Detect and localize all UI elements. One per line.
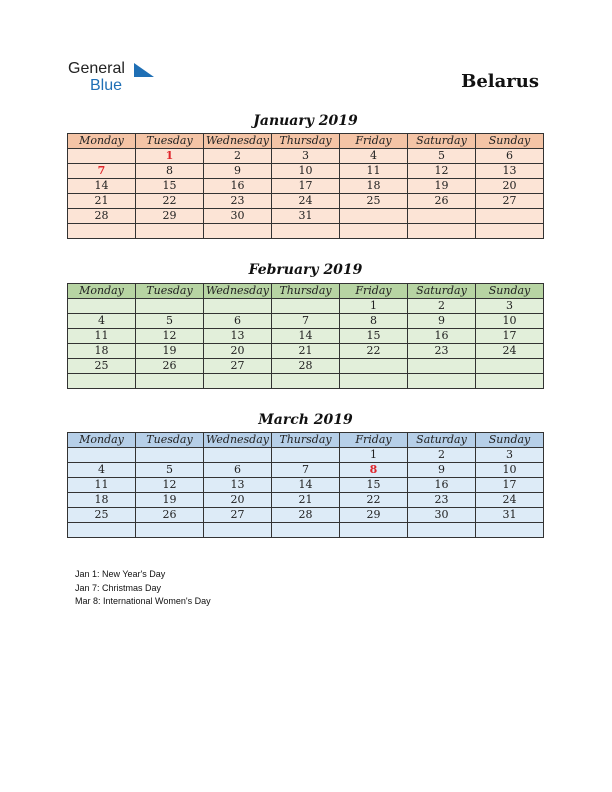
weekday-header: Tuesday xyxy=(136,134,204,149)
holiday-day-cell: 8 xyxy=(340,463,408,478)
week-row xyxy=(68,224,544,239)
day-cell: 9 xyxy=(204,164,272,179)
brand-logo xyxy=(68,60,168,96)
week-row xyxy=(68,194,544,209)
day-cell xyxy=(136,523,204,538)
day-cell: 21 xyxy=(272,344,340,359)
day-cell xyxy=(272,374,340,389)
day-cell xyxy=(68,149,136,164)
day-cell xyxy=(340,224,408,239)
day-cell: 29 xyxy=(340,508,408,523)
week-row xyxy=(68,179,544,194)
day-cell: 16 xyxy=(408,478,476,493)
weekday-header: Thursday xyxy=(272,284,340,299)
day-cell: 17 xyxy=(476,329,544,344)
holiday-note: Mar 8: International Women's Day xyxy=(75,596,211,606)
day-cell: 9 xyxy=(408,314,476,329)
logo-triangle-icon xyxy=(134,63,154,77)
holiday-notes xyxy=(75,568,211,609)
day-cell: 18 xyxy=(68,344,136,359)
day-cell: 2 xyxy=(408,299,476,314)
holiday-note: Jan 7: Christmas Day xyxy=(75,582,162,593)
day-cell: 10 xyxy=(272,164,340,179)
day-cell: 2 xyxy=(408,448,476,463)
day-cell: 10 xyxy=(476,314,544,329)
week-row xyxy=(68,209,544,224)
day-cell: 3 xyxy=(476,448,544,463)
weekday-header: Monday xyxy=(68,284,136,299)
month-title-january: January 2019 xyxy=(253,113,358,129)
day-cell xyxy=(340,359,408,374)
day-cell: 24 xyxy=(476,344,544,359)
day-cell: 2 xyxy=(204,149,272,164)
day-cell: 11 xyxy=(68,329,136,344)
day-cell: 31 xyxy=(272,209,340,224)
weekday-header: Thursday xyxy=(272,433,340,448)
day-cell xyxy=(204,448,272,463)
day-cell: 24 xyxy=(272,194,340,209)
week-row xyxy=(68,448,544,463)
week-row xyxy=(68,329,544,344)
country-title: Belarus xyxy=(461,71,539,92)
day-cell xyxy=(136,448,204,463)
day-cell: 10 xyxy=(476,463,544,478)
holiday-day-cell: 1 xyxy=(136,149,204,164)
day-cell: 7 xyxy=(272,314,340,329)
day-cell: 3 xyxy=(476,299,544,314)
day-cell: 4 xyxy=(340,149,408,164)
month-title-february: February 2019 xyxy=(248,262,363,278)
day-cell xyxy=(272,224,340,239)
day-cell xyxy=(204,523,272,538)
day-cell: 31 xyxy=(476,508,544,523)
day-cell: 21 xyxy=(68,194,136,209)
day-cell: 13 xyxy=(476,164,544,179)
day-cell: 25 xyxy=(340,194,408,209)
week-row xyxy=(68,314,544,329)
week-row xyxy=(68,493,544,508)
day-cell: 20 xyxy=(204,344,272,359)
day-cell: 11 xyxy=(68,478,136,493)
day-cell: 1 xyxy=(340,299,408,314)
day-cell: 17 xyxy=(272,179,340,194)
day-cell: 29 xyxy=(136,209,204,224)
day-cell: 28 xyxy=(272,508,340,523)
week-row xyxy=(68,374,544,389)
day-cell: 25 xyxy=(68,508,136,523)
day-cell: 27 xyxy=(204,508,272,523)
day-cell xyxy=(136,224,204,239)
weekday-header: Saturday xyxy=(408,433,476,448)
day-cell: 26 xyxy=(136,508,204,523)
day-cell: 24 xyxy=(476,493,544,508)
day-cell xyxy=(68,448,136,463)
day-cell xyxy=(68,374,136,389)
day-cell xyxy=(204,374,272,389)
day-cell: 9 xyxy=(408,463,476,478)
month-title-march: March 2019 xyxy=(258,412,353,428)
day-cell: 8 xyxy=(136,164,204,179)
day-cell: 23 xyxy=(408,493,476,508)
weekday-header: Sunday xyxy=(476,433,544,448)
day-cell: 16 xyxy=(204,179,272,194)
day-cell: 14 xyxy=(272,329,340,344)
holiday-day-cell: 7 xyxy=(68,164,136,179)
day-cell: 13 xyxy=(204,478,272,493)
day-cell: 6 xyxy=(204,463,272,478)
day-cell: 19 xyxy=(136,344,204,359)
day-cell: 17 xyxy=(476,478,544,493)
calendar-january xyxy=(67,133,544,239)
week-row xyxy=(68,359,544,374)
day-cell xyxy=(204,299,272,314)
week-row xyxy=(68,149,544,164)
day-cell xyxy=(408,209,476,224)
day-cell: 19 xyxy=(136,493,204,508)
day-cell: 5 xyxy=(136,314,204,329)
holiday-note: Jan 1: New Year's Day xyxy=(75,569,166,579)
weekday-header: Friday xyxy=(340,284,408,299)
day-cell xyxy=(408,224,476,239)
day-cell: 22 xyxy=(340,493,408,508)
day-cell: 12 xyxy=(136,478,204,493)
day-cell xyxy=(476,359,544,374)
day-cell xyxy=(136,299,204,314)
calendar-february xyxy=(67,283,544,389)
weekday-header: Wednesday xyxy=(204,433,272,448)
day-cell xyxy=(204,224,272,239)
day-cell: 4 xyxy=(68,314,136,329)
day-cell: 20 xyxy=(476,179,544,194)
day-cell: 1 xyxy=(340,448,408,463)
day-cell: 15 xyxy=(340,478,408,493)
day-cell xyxy=(272,299,340,314)
day-cell: 5 xyxy=(408,149,476,164)
day-cell xyxy=(408,359,476,374)
weekday-header: Monday xyxy=(68,134,136,149)
day-cell xyxy=(476,374,544,389)
day-cell: 27 xyxy=(476,194,544,209)
week-row xyxy=(68,344,544,359)
day-cell xyxy=(408,374,476,389)
day-cell: 19 xyxy=(408,179,476,194)
day-cell xyxy=(272,523,340,538)
day-cell xyxy=(68,224,136,239)
day-cell: 4 xyxy=(68,463,136,478)
day-cell: 5 xyxy=(136,463,204,478)
day-cell: 30 xyxy=(408,508,476,523)
logo-text-general: General xyxy=(68,60,125,77)
day-cell: 15 xyxy=(340,329,408,344)
logo-text-blue: Blue xyxy=(90,77,123,94)
day-cell xyxy=(476,224,544,239)
day-cell: 18 xyxy=(68,493,136,508)
day-cell: 28 xyxy=(272,359,340,374)
day-cell: 3 xyxy=(272,149,340,164)
weekday-header: Friday xyxy=(340,134,408,149)
day-cell: 14 xyxy=(68,179,136,194)
week-row xyxy=(68,508,544,523)
week-row xyxy=(68,478,544,493)
day-cell: 7 xyxy=(272,463,340,478)
day-cell: 22 xyxy=(136,194,204,209)
day-cell: 16 xyxy=(408,329,476,344)
week-row xyxy=(68,164,544,179)
weekday-header: Wednesday xyxy=(204,284,272,299)
day-cell xyxy=(340,374,408,389)
day-cell: 28 xyxy=(68,209,136,224)
calendar-march xyxy=(67,432,544,538)
weekday-header: Friday xyxy=(340,433,408,448)
weekday-header: Sunday xyxy=(476,284,544,299)
day-cell: 22 xyxy=(340,344,408,359)
day-cell: 26 xyxy=(408,194,476,209)
day-cell: 12 xyxy=(408,164,476,179)
day-cell: 30 xyxy=(204,209,272,224)
day-cell: 27 xyxy=(204,359,272,374)
weekday-header: Saturday xyxy=(408,134,476,149)
day-cell: 20 xyxy=(204,493,272,508)
week-row xyxy=(68,523,544,538)
day-cell: 21 xyxy=(272,493,340,508)
day-cell: 23 xyxy=(408,344,476,359)
weekday-header: Tuesday xyxy=(136,433,204,448)
day-cell xyxy=(272,448,340,463)
day-cell: 8 xyxy=(340,314,408,329)
day-cell xyxy=(408,523,476,538)
week-row xyxy=(68,463,544,478)
day-cell: 6 xyxy=(476,149,544,164)
day-cell xyxy=(68,523,136,538)
day-cell xyxy=(136,374,204,389)
day-cell: 13 xyxy=(204,329,272,344)
day-cell: 15 xyxy=(136,179,204,194)
day-cell: 12 xyxy=(136,329,204,344)
day-cell xyxy=(340,209,408,224)
weekday-header: Sunday xyxy=(476,134,544,149)
day-cell: 14 xyxy=(272,478,340,493)
day-cell xyxy=(68,299,136,314)
day-cell: 26 xyxy=(136,359,204,374)
day-cell: 23 xyxy=(204,194,272,209)
day-cell xyxy=(476,523,544,538)
day-cell xyxy=(340,523,408,538)
week-row xyxy=(68,299,544,314)
weekday-header: Tuesday xyxy=(136,284,204,299)
day-cell: 11 xyxy=(340,164,408,179)
day-cell: 6 xyxy=(204,314,272,329)
day-cell: 25 xyxy=(68,359,136,374)
weekday-header: Saturday xyxy=(408,284,476,299)
day-cell xyxy=(476,209,544,224)
weekday-header: Thursday xyxy=(272,134,340,149)
day-cell: 18 xyxy=(340,179,408,194)
weekday-header: Monday xyxy=(68,433,136,448)
weekday-header: Wednesday xyxy=(204,134,272,149)
